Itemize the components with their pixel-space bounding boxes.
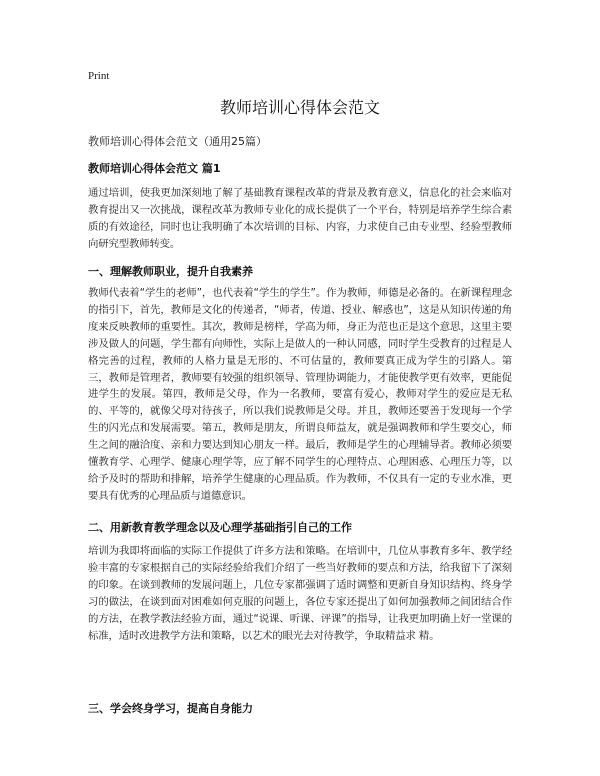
intro-paragraph: 通过培训，使我更加深刻地了解了基础教育课程改革的背景及教育意义，信息化的社会来临对教育提出又一次挑战，课程改革为教师专业化的成长提供了一个平台，特别是培养学生综合素质的有效途径，同时也让我明确了本次培训的目标、内容，力求使自己由专业型、经验型教师向研究型教师转变。 xyxy=(88,187,512,250)
section-2-heading: 二、用新教育教学理念以及心理学基础指引自己的工作 xyxy=(88,521,352,534)
print-link[interactable]: Print xyxy=(88,70,110,82)
section-2-paragraph: 培训为我即将面临的实际工作提供了许多方法和策略。在培训中，几位从事教育多年、教学经验丰富的专家根据自己的实际经验给我们介绍了一些当好教师的要点和方法，给我留下了深刻的印象。在谈到教师的发展问题上，几位专家都强调了适时调整和更新自身知识结构、终身学习的做法，在谈到面对困难如何克服的问题上，各位专家还提出了如何加强教师之间团结合作的方法，在教学教法经验方面，通过“说课、听课、评课”的指导，让我更加明确上好一堂课的标准，适时改进教学方法和策略，以艺术的眼光去对待教学，争取精益求 精。 xyxy=(88,545,512,642)
section-1-paragraph: 教师代表着“学生的老师”，也代表着“学生的学生”。作为教师，师德是必备的。在新课程理念的指引下，首先，教师是文化的传递者，“师者，传道、授业、解惑也”，这是从知识传递的角度来反映教师的重要性。其次，教师是榜样，学高为师，身正为范也正是这个意思，这里主要涉及做人的问题，学生都有向师性，实际上是做人的一种认同感，同时学生受教育的过程是人格完善的过程，教师的人格力量是无形的、不可估量的，教师要真正成为学生的引路人。第三，教师是管理者，教师要有较强的组织领导、管理协调能力，才能使教学更有效率，更能促进学生的发展。第四，教师是父母，作为一名教师，要富有爱心，教师对学生的爱应是无私的、平等的，就像父母对待孩子，所以我们说教师是父母。并且，教师还要善于发现每一个学生的闪光点和发展需要。第五，教师是朋友，所谓良师益友，就是强调教师和学生要交心，师生之间的融洽度、亲和力要达到知心朋友一样。最后，教师是学生的心理辅导者。教师必须要懂教育学、心理学、健康心理学等，应了解不同学生的心理特点、心理困惑、心理压力等，以给予及时的帮助和排解，培养学生健康的心理品质。作为教师，不仅具有一定的专业水准，更要具有优秀的心理品质与道德意识。 xyxy=(88,287,512,502)
document-subtitle: 教师培训心得体会范文（通用25篇） xyxy=(88,135,267,148)
page-title: 教师培训心得体会范文 xyxy=(219,98,380,117)
section-3-heading: 三、学会终身学习，提高自身能力 xyxy=(88,702,253,715)
section-1-heading: 一、理解教师职业，提升自我素养 xyxy=(88,265,253,278)
article-heading: 教师培训心得体会范文 篇1 xyxy=(88,162,221,175)
